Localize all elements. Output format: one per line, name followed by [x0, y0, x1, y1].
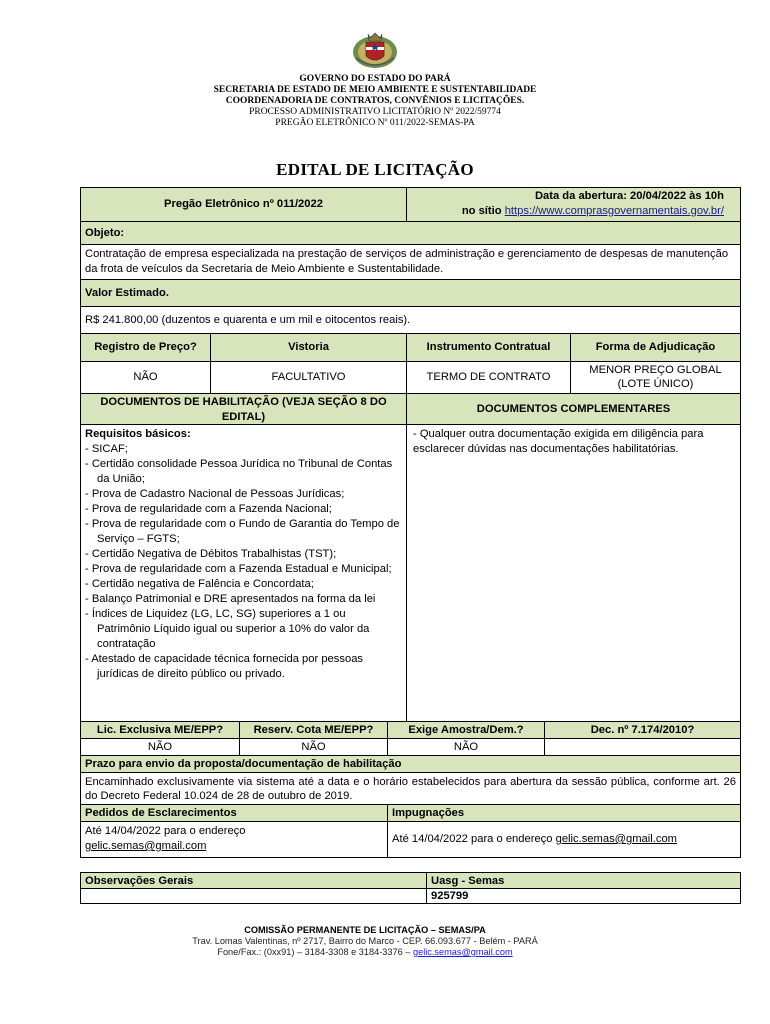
prazo-text: Encaminhado exclusivamente via sistema até a data e o horário estabelecidos para abertura da sessão pública, conforme art. 26 do Decreto Federal 10.024 de 28 de outubro de 2019.: [80, 772, 741, 805]
exclusiva-me-header: Lic. Exclusiva ME/EPP?: [80, 721, 240, 739]
impugnacoes-email-link[interactable]: gelic.semas@gmail.com: [555, 833, 677, 845]
impugnacoes-label: Impugnações: [387, 804, 741, 822]
state-coat-of-arms-icon: [350, 28, 400, 72]
header-pregao: PREGÃO ELETRÔNICO Nº 011/2022-SEMAS-PA: [275, 118, 475, 128]
objeto-text: Contratação de empresa especializada na prestação de serviços de administração e gerenciamento de despesas de manutenção da frota de veículos da Secretaria de Meio Ambiente e Sustentabilidade.: [80, 244, 741, 280]
list-item: - Atestado de capacidade técnica fornecida por pessoas jurídicas de direito público ou privado.: [85, 653, 364, 680]
requisitos-list: [85, 442, 402, 682]
header-processo: PROCESSO ADMINISTRATIVO LICITATÓRIO Nº 2022/59774: [249, 107, 501, 117]
pedidos-email-link[interactable]: gelic.semas@gmail.com: [85, 840, 207, 852]
list-item: - Prova de Cadastro Nacional de Pessoas Jurídicas;: [85, 488, 345, 500]
instrumento-value: TERMO DE CONTRATO: [406, 361, 571, 394]
complementares-header: DOCUMENTOS COMPLEMENTARES: [406, 393, 741, 425]
impugnacoes-text: Até 14/04/2022 para o endereço: [392, 833, 553, 845]
pregao-cell: Pregão Eletrônico nº 011/2022: [80, 187, 407, 222]
amostra-value: NÃO: [387, 738, 545, 756]
exclusiva-me-value: NÃO: [80, 738, 240, 756]
pedidos-text: Até 14/04/2022 para o endereço: [85, 825, 246, 837]
prazo-label: Prazo para envio da proposta/documentação de habilitação: [80, 755, 741, 773]
footer-commission: COMISSÃO PERMANENTE DE LICITAÇÃO – SEMAS/PA: [244, 925, 486, 935]
list-item: - Certidão negativa de Falência e Concordata;: [85, 578, 314, 590]
header-secretaria: SECRETARIA DE ESTADO DE MEIO AMBIENTE E SUSTENTABILIDADE: [213, 85, 537, 95]
registro-preco-value: NÃO: [80, 361, 211, 394]
observacoes-label: Observações Gerais: [80, 872, 427, 889]
registro-preco-header: Registro de Preço?: [80, 333, 211, 362]
footer-phone-text: Fone/Fax.: (0xx91) – 3184-3308 e 3184-3376 –: [217, 947, 411, 957]
pedidos-label: Pedidos de Esclarecimentos: [80, 804, 388, 822]
uasg-label: Uasg - Semas: [426, 872, 741, 889]
list-item: - Certidão consolidade Pessoa Jurídica no Tribunal de Contas da União;: [85, 458, 393, 485]
observacoes-value: [80, 888, 427, 904]
adjudicacao-header: Forma de Adjudicação: [570, 333, 741, 362]
list-item: - Prova de regularidade com a Fazenda Estadual e Municipal;: [85, 563, 392, 575]
adjudicacao-value: MENOR PREÇO GLOBAL (LOTE ÚNICO): [570, 361, 741, 394]
page-title: EDITAL DE LICITAÇÃO: [276, 160, 474, 179]
cota-me-value: NÃO: [239, 738, 388, 756]
impugnacoes-cell: [387, 821, 741, 858]
footer-email-link[interactable]: gelic.semas@gmail.com: [412, 947, 513, 957]
vistoria-header: Vistoria: [210, 333, 407, 362]
abertura-cell: [406, 187, 741, 222]
decreto-value: [544, 738, 741, 756]
abertura-site: [407, 204, 724, 219]
list-item: - SICAF;: [85, 443, 128, 455]
cota-me-header: Reserv. Cota ME/EPP?: [239, 721, 388, 739]
vistoria-value: FACULTATIVO: [210, 361, 407, 394]
valor-label: Valor Estimado.: [80, 279, 741, 307]
list-item: - Prova de regularidade com a Fazenda Nacional;: [85, 503, 332, 515]
requisitos-label: Requisitos básicos:: [85, 428, 191, 440]
abertura-date: Data da abertura: 20/04/2022 às 10h: [534, 190, 724, 202]
pedidos-cell: [80, 821, 388, 858]
footer-address: Trav. Lomas Valentinas, nº 2717, Bairro do Marco - CEP. 66.093.677 - Belém - PARÁ: [192, 936, 538, 946]
list-item: - Índices de Liquidez (LG, LC, SG) superiores a 1 ou Patrimônio Líquido igual ou superior a 10% do valor da contratação: [85, 608, 370, 650]
abertura-site-prefix: no sítio: [461, 205, 502, 217]
footer-phone: [0, 947, 730, 958]
uasg-value: 925799: [426, 888, 741, 904]
decreto-header: Dec. nº 7.174/2010?: [544, 721, 741, 739]
valor-text: R$ 241.800,00 (duzentos e quarenta e um mil e oitocentos reais).: [80, 306, 741, 334]
header-coordenadoria: COORDENADORIA DE CONTRATOS, CONVÊNIOS E LICITAÇÕES.: [225, 96, 525, 106]
list-item: - Balanço Patrimonial e DRE apresentados na forma da lei: [85, 593, 376, 605]
compras-gov-link[interactable]: https://www.comprasgovernamentais.gov.br/: [504, 205, 724, 217]
habilitacao-header: DOCUMENTOS DE HABILITAÇÃO (VEJA SEÇÃO 8 DO EDITAL): [80, 393, 407, 425]
list-item: - Prova de regularidade com o Fundo de Garantia do Tempo de Serviço – FGTS;: [85, 518, 400, 545]
header-government: GOVERNO DO ESTADO DO PARÁ: [299, 74, 451, 84]
amostra-header: Exige Amostra/Dem.?: [387, 721, 545, 739]
requisitos-cell: [80, 424, 407, 722]
complementares-text: - Qualquer outra documentação exigida em diligência para esclarecer dúvidas nas documentações habilitatórias.: [406, 424, 741, 722]
instrumento-header: Instrumento Contratual: [406, 333, 571, 362]
objeto-label: Objeto:: [80, 221, 741, 245]
list-item: - Certidão Negativa de Débitos Trabalhistas (TST);: [85, 548, 337, 560]
